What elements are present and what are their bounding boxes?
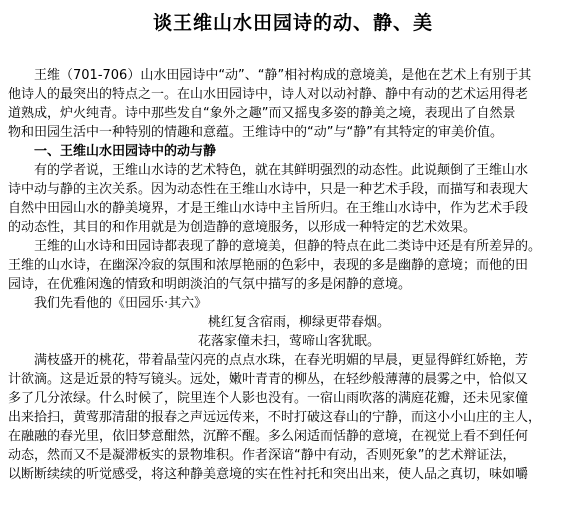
paragraph-line: 动态，然而又不是凝滞板实的景物堆积。作者深谙“静中有动，否则死象”的艺术辩证法， xyxy=(8,448,516,463)
section-heading: 一、王维山水田园诗中的动与静 xyxy=(34,144,217,159)
paragraph-line: 道熟成，炉火纯青。诗中那些发自“象外之趣”而又摇曳多姿的静美之境，表现出了自然景 xyxy=(8,106,516,121)
paragraph-line: 王维的山水诗，在幽深冷寂的氛围和浓厚艳丽的色彩中，表现的多是幽静的意境；而他的田 xyxy=(8,258,529,273)
paragraph-line: 我们先看他的《田园乐·其六》 xyxy=(34,296,208,311)
paragraph-line: 自然中田园山水的静美境界，才是王维山水诗中主旨所归。在王维山水诗中，作为艺术手段 xyxy=(8,201,529,216)
paragraph-line: 王维（701-706）山水田园诗中“动”、“静”相衬构成的意境美，是他在艺术上有别于其 xyxy=(34,68,532,83)
paragraph-line: 出来拾扫，黄莺那清甜的报春之声远远传来，不时打破这春山的宁静，而这小小山庄的主人， xyxy=(8,410,542,425)
poem-line: 桃红复含宿雨，柳绿更带春烟。 xyxy=(208,315,391,330)
paragraph-line: 诗中动与静的主次关系。因为动态性在王维山水诗中，只是一种艺术手段，而描写和表现大 xyxy=(8,182,529,197)
paragraph-line: 以断断续续的听觉感受，将这种静美意境的实在性衬托和突出出来，使人品之真切，味如嚼 xyxy=(8,467,529,482)
paragraph-line: 的动态性，其目的和作用就是为创造静的意境服务，以形成一种特定的艺术效果。 xyxy=(8,220,477,235)
poem-line: 花落家僮未扫，莺啼山客犹眠。 xyxy=(198,334,381,349)
paragraph-line: 物和田园生活中一种特别的情趣和意蕴。王维诗中的“动”与“静”有其特定的审美价值。 xyxy=(8,125,503,140)
paragraph-line: 王维的山水诗和田园诗都表现了静的意境美，但静的特点在此二类诗中还是有所差异的。 xyxy=(34,239,542,254)
paragraph-line: 他诗人的最突出的特点之一。在山水田园诗中，诗人对以动衬静、静中有动的艺术运用得老 xyxy=(8,87,529,102)
paragraph-line: 有的学者说，王维山水诗的艺术特色，就在其鲜明强烈的动态性。此说颠倒了王维山水 xyxy=(34,163,529,178)
page-title: 谈王维山水田园诗的动、静、美 xyxy=(152,12,433,34)
article-body xyxy=(8,66,580,484)
paragraph-line: 在融融的春光里，依旧梦意酣然，沉醉不醒。多么闲适而恬静的意境，在视觉上看不到任何 xyxy=(8,429,529,444)
paragraph-line: 满枝盛开的桃花，带着晶莹闪亮的点点水珠，在春光明媚的早晨，更显得鲜红娇艳，芳 xyxy=(34,353,529,368)
paragraph-line: 园诗，在优雅闲逸的情致和明朗淡泊的气氛中描写的多是闲静的意境。 xyxy=(8,277,412,292)
paragraph-line: 多了几分浓绿。什么时候了，院里连个人影也没有。一宿山雨吹落的满庭花瓣，还未见家僮 xyxy=(8,391,529,406)
paragraph-line: 计欲滴。这是近景的特写镜头。远处，嫩叶青青的柳丛，在轻纱般薄薄的晨雾之中，恰似又 xyxy=(8,372,529,387)
